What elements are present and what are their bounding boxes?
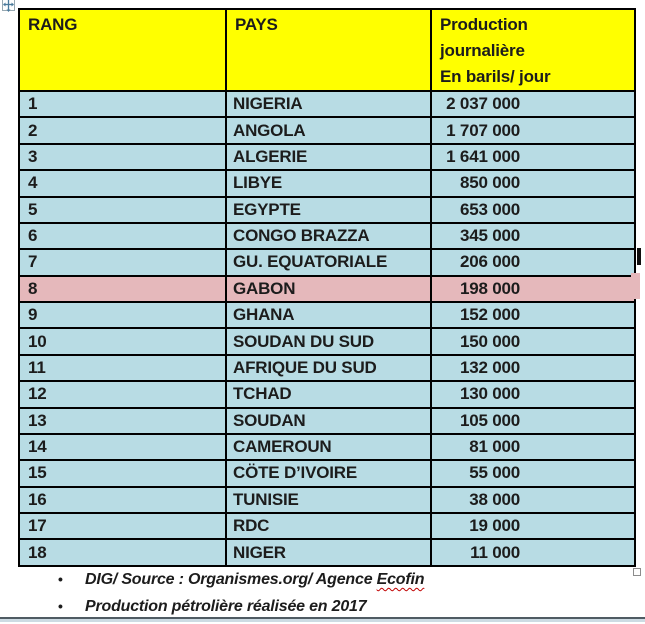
production-cell xyxy=(431,223,635,249)
footnotes xyxy=(58,570,618,624)
country-cell: ALGERIE xyxy=(226,144,431,170)
header-rang: RANG xyxy=(19,9,226,91)
table-resize-handle[interactable] xyxy=(633,568,641,576)
table-row xyxy=(19,249,635,275)
country-cell: AFRIQUE DU SUD xyxy=(226,355,431,381)
header-production-line2: journalière xyxy=(440,41,525,60)
country-cell: LIBYE xyxy=(226,170,431,196)
footnote-source-text: DIG/ Source : Organismes.org/ Agence xyxy=(85,571,377,588)
rank-cell: 14 xyxy=(19,434,226,460)
production-cell xyxy=(431,355,635,381)
rank-cell: 11 xyxy=(19,355,226,381)
footnote-flagged-word: Ecofin xyxy=(376,571,425,588)
production-cell xyxy=(431,487,635,513)
production-value: 105 000 xyxy=(459,410,520,430)
production-value: 130 000 xyxy=(459,384,520,404)
table-row xyxy=(19,355,635,381)
country-cell: NIGERIA xyxy=(226,91,431,117)
country-cell: CAMEROUN xyxy=(226,434,431,460)
highlight-overhang xyxy=(631,273,640,299)
country-cell: EGYPTE xyxy=(226,197,431,223)
production-cell xyxy=(431,170,635,196)
country-cell: TCHAD xyxy=(226,381,431,407)
rank-cell: 13 xyxy=(19,408,226,434)
production-cell xyxy=(431,302,635,328)
production-value: 653 000 xyxy=(459,199,520,219)
production-cell xyxy=(431,144,635,170)
country-cell: GHANA xyxy=(226,302,431,328)
production-cell xyxy=(431,91,635,117)
production-value: 81 000 xyxy=(469,437,520,457)
header-pays: PAYS xyxy=(226,9,431,91)
production-value: 1 707 000 xyxy=(446,120,520,140)
rank-cell: 15 xyxy=(19,460,226,486)
table-row xyxy=(19,223,635,249)
table-row xyxy=(19,381,635,407)
country-cell: SOUDAN DU SUD xyxy=(226,328,431,354)
country-cell: RDC xyxy=(226,513,431,539)
footnote-source xyxy=(58,570,618,589)
production-value: 2 037 000 xyxy=(446,94,520,114)
rank-cell: 3 xyxy=(19,144,226,170)
production-cell xyxy=(431,117,635,143)
production-value: 152 000 xyxy=(459,305,520,325)
footnote-text xyxy=(85,570,424,589)
table-row xyxy=(19,460,635,486)
rank-cell: 2 xyxy=(19,117,226,143)
header-production-line1: Production xyxy=(440,15,528,34)
production-cell xyxy=(431,434,635,460)
rank-cell: 18 xyxy=(19,539,226,566)
production-cell xyxy=(431,408,635,434)
table-row xyxy=(19,434,635,460)
header-row xyxy=(19,9,635,91)
table-row xyxy=(19,197,635,223)
rank-cell: 1 xyxy=(19,91,226,117)
production-cell xyxy=(431,249,635,275)
rank-cell: 17 xyxy=(19,513,226,539)
rank-cell: 12 xyxy=(19,381,226,407)
table-row xyxy=(19,328,635,354)
production-cell xyxy=(431,197,635,223)
rank-cell: 7 xyxy=(19,249,226,275)
production-table xyxy=(18,8,636,567)
production-cell xyxy=(431,513,635,539)
rank-cell: 4 xyxy=(19,170,226,196)
production-value: 1 641 000 xyxy=(446,146,520,166)
footnote-year xyxy=(58,597,618,616)
table-row xyxy=(19,408,635,434)
country-cell: CÖTE D’IVOIRE xyxy=(226,460,431,486)
production-value: 11 000 xyxy=(470,542,520,562)
production-value: 345 000 xyxy=(459,226,520,246)
window-bottom-edge xyxy=(0,617,645,622)
header-production-line3: En barils/ jour xyxy=(440,67,551,86)
production-value: 55 000 xyxy=(469,463,520,483)
scrollbar-thumb[interactable] xyxy=(637,248,641,265)
rank-cell: 6 xyxy=(19,223,226,249)
production-cell xyxy=(431,381,635,407)
table-row xyxy=(19,144,635,170)
rank-cell: 16 xyxy=(19,487,226,513)
production-value: 198 000 xyxy=(459,278,520,298)
production-value: 150 000 xyxy=(459,331,520,351)
production-value: 19 000 xyxy=(469,516,520,536)
production-value: 132 000 xyxy=(459,357,520,377)
bullet-icon: • xyxy=(58,571,63,587)
rank-cell: 5 xyxy=(19,197,226,223)
rank-cell: 8 xyxy=(19,276,226,302)
production-value: 206 000 xyxy=(459,252,520,272)
production-value: 38 000 xyxy=(469,489,520,509)
table-row xyxy=(19,539,635,566)
table-row xyxy=(19,91,635,117)
rank-cell: 10 xyxy=(19,328,226,354)
table-row xyxy=(19,487,635,513)
table-row xyxy=(19,117,635,143)
table-row xyxy=(19,170,635,196)
table-row xyxy=(19,513,635,539)
bullet-icon: • xyxy=(58,598,63,614)
country-cell: CONGO BRAZZA xyxy=(226,223,431,249)
rank-cell: 9 xyxy=(19,302,226,328)
production-cell xyxy=(431,276,635,302)
four-way-arrow-icon xyxy=(3,0,14,12)
table-move-handle-icon[interactable] xyxy=(2,0,16,12)
country-cell: NIGER xyxy=(226,539,431,566)
table-row xyxy=(19,276,635,302)
country-cell: TUNISIE xyxy=(226,487,431,513)
country-cell: GABON xyxy=(226,276,431,302)
production-cell xyxy=(431,328,635,354)
production-cell xyxy=(431,539,635,566)
country-cell: SOUDAN xyxy=(226,408,431,434)
header-production xyxy=(431,9,635,91)
production-cell xyxy=(431,460,635,486)
country-cell: GU. EQUATORIALE xyxy=(226,249,431,275)
table-row xyxy=(19,302,635,328)
table-body xyxy=(19,91,635,566)
production-value: 850 000 xyxy=(459,173,520,193)
country-cell: ANGOLA xyxy=(226,117,431,143)
footnote-text: Production pétrolière réalisée en 2017 xyxy=(85,598,367,615)
